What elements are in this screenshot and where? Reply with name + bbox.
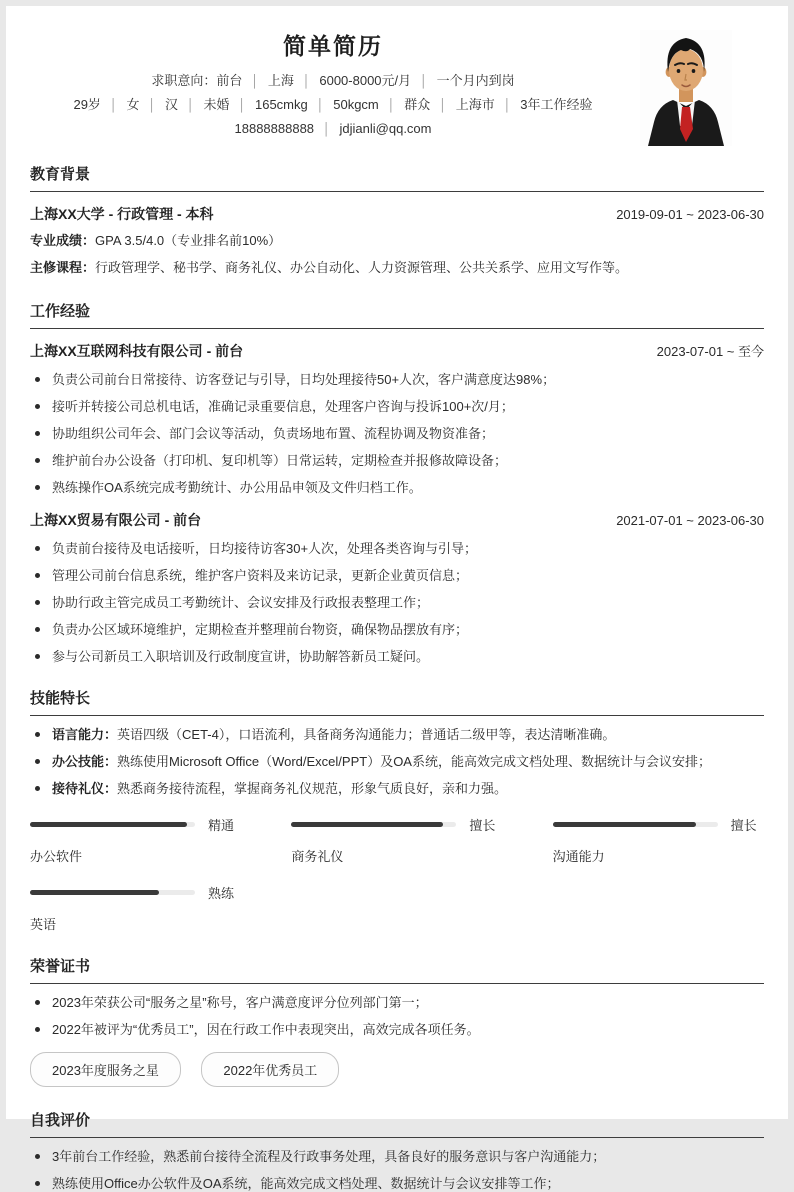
separator: │	[148, 98, 156, 112]
skill-level-label: 擅长	[469, 818, 496, 833]
section-honors	[30, 955, 764, 1087]
availability: 一个月内到岗	[436, 73, 515, 88]
skill-name: 办公软件	[30, 849, 83, 864]
target-city: 上海	[267, 73, 294, 88]
skill-bars-grid	[30, 815, 764, 933]
courses-row	[30, 257, 764, 278]
honor-badges	[30, 1052, 764, 1087]
skill-text: 熟悉商务接待流程，掌握商务礼仪规范，形象气质良好，亲和力强。	[117, 781, 508, 796]
courses-value: 行政管理学、秘书学、商务礼仪、办公自动化、人力资源管理、公共关系学、应用文写作等。	[95, 260, 629, 275]
section-skills	[30, 687, 764, 933]
honors-list	[30, 994, 764, 1038]
skill-level-label: 熟练	[208, 886, 235, 901]
section-work-experience	[30, 300, 764, 665]
skill-bar-fill	[30, 890, 159, 895]
job-date-range: 2023-07-01 ~ 至今	[656, 344, 764, 359]
contact-line	[30, 117, 636, 141]
skill-name: 英语	[30, 917, 57, 932]
expected-salary: 6000-8000元/月	[319, 73, 412, 88]
skill-bar-track	[291, 822, 456, 827]
job-date-range: 2021-07-01 ~ 2023-06-30	[616, 513, 764, 528]
profile-photo	[640, 30, 732, 146]
skill-bar-english	[30, 883, 241, 933]
skills-list	[30, 726, 764, 797]
job-duty: 负责公司前台日常接待、访客登记与引导，日均处理接待50+人次，客户满意度达98%；	[30, 371, 764, 388]
phone-number: 18888888888	[234, 121, 315, 136]
section-title-work: 工作经验	[30, 300, 764, 329]
political-status: 群众	[404, 97, 431, 112]
skill-label: 接待礼仪：	[52, 781, 118, 796]
skill-bar-office-software	[30, 815, 241, 865]
job-duty: 维护前台办公设备（打印机、复印机等）日常运转，定期检查并报修故障设备；	[30, 452, 764, 469]
skill-item	[30, 780, 764, 797]
separator: │	[302, 74, 311, 88]
section-title-honors: 荣誉证书	[30, 955, 764, 984]
section-title-skills: 技能特长	[30, 687, 764, 716]
job-duty: 管理公司前台信息系统，维护客户资料及来访记录，更新企业黄页信息；	[30, 567, 764, 584]
resume-title: 简单简历	[283, 33, 383, 59]
skill-item	[30, 726, 764, 743]
separator: │	[323, 122, 331, 136]
job-duty: 参与公司新员工入职培训及行政制度宣讲，协助解答新员工疑问。	[30, 648, 764, 665]
school-name: 上海XX大学 - 行政管理 - 本科	[30, 206, 214, 222]
job-duty: 协助行政主管完成员工考勤统计、会议安排及行政报表整理工作；	[30, 594, 764, 611]
skill-name: 商务礼仪	[291, 849, 344, 864]
honor-item: 2022年被评为“优秀员工”，因在行政工作中表现突出，高效完成各项任务。	[30, 1021, 764, 1038]
separator: │	[238, 98, 246, 112]
skill-label: 语言能力：	[52, 727, 118, 742]
resume-page	[6, 6, 788, 1191]
job-entry	[30, 341, 764, 361]
job-duties-list	[30, 371, 764, 496]
ethnicity: 汉	[164, 97, 178, 112]
skill-bar-business-etiquette	[291, 815, 502, 865]
self-evaluation-item: 3年前台工作经验，熟悉前台接待全流程及行政事务处理，具备良好的服务意识与客户沟通能力；	[30, 1148, 764, 1165]
honor-badge: 2023年度服务之星	[30, 1052, 181, 1087]
company-name: 上海XX贸易有限公司 - 前台	[30, 512, 202, 528]
job-entry	[30, 510, 764, 530]
job-duty: 接听并转接公司总机电话，准确记录重要信息，处理客户咨询与投诉100+次/月；	[30, 398, 764, 415]
job-intention: 求职意向：前台	[151, 73, 243, 88]
education-date-range: 2019-09-01 ~ 2023-06-30	[616, 207, 764, 222]
skill-bar-fill	[553, 822, 697, 827]
separator: │	[109, 98, 118, 112]
separator: │	[420, 74, 428, 88]
skill-level-label: 精通	[208, 818, 235, 833]
job-duty: 熟练操作OA系统完成考勤统计、办公用品申领及文件归档工作。	[30, 479, 764, 496]
job-duty: 负责办公区域环境维护，定期检查并整理前台物资，确保物品摆放有序；	[30, 621, 764, 638]
company-name: 上海XX互联网科技有限公司 - 前台	[30, 343, 244, 359]
job-duty: 负责前台接待及电话接听，日均接待访客30+人次，处理各类咨询与引导；	[30, 540, 764, 557]
skill-bar-track	[30, 890, 195, 895]
skill-bar-row	[30, 883, 241, 902]
skill-bar-row	[30, 815, 241, 834]
separator: │	[387, 98, 396, 112]
resume-header	[30, 28, 764, 141]
gender: 女	[126, 97, 140, 112]
current-city: 上海市	[455, 97, 495, 112]
experience-years: 3年工作经验	[520, 97, 593, 112]
skill-bar-fill	[291, 822, 443, 827]
height: 165cmkg	[254, 97, 308, 112]
separator: │	[316, 98, 325, 112]
skill-text: 熟练使用Microsoft Office（Word/Excel/PPT）及OA系统，能高效完成文档处理、数据统计与会议安排；	[117, 754, 711, 769]
section-title-education: 教育背景	[30, 163, 764, 192]
age: 29岁	[73, 97, 101, 112]
self-evaluation-list	[30, 1148, 764, 1192]
honor-item: 2023年荣获公司“服务之星”称号，客户满意度评分位列部门第一；	[30, 994, 764, 1011]
intention-line	[30, 69, 636, 93]
skill-bar-track	[30, 822, 195, 827]
courses-label: 主修课程：	[30, 260, 96, 275]
section-title-self-evaluation: 自我评价	[30, 1109, 764, 1138]
job-duties-list	[30, 540, 764, 665]
skill-bar-track	[553, 822, 718, 827]
gpa-row	[30, 230, 764, 251]
skill-bar-communication	[553, 815, 764, 865]
weight: 50kgcm	[333, 97, 379, 112]
skill-name: 沟通能力	[552, 849, 605, 864]
education-entry	[30, 204, 764, 224]
skill-text: 英语四级（CET-4），口语流利，具备商务沟通能力；普通话二级甲等，表达清晰准确。	[117, 727, 616, 742]
skill-label: 办公技能：	[52, 754, 118, 769]
marital-status: 未婚	[203, 97, 230, 112]
honor-badge: 2022年优秀员工	[201, 1052, 339, 1087]
email-address: jdjianli@qq.com	[339, 121, 432, 136]
job-duty: 协助组织公司年会、部门会议等活动，负责场地布置、流程协调及物资准备；	[30, 425, 764, 442]
section-education	[30, 163, 764, 278]
separator: │	[251, 74, 259, 88]
self-evaluation-item: 熟练使用Office办公软件及OA系统，能高效完成文档处理、数据统计与会议安排等工作；	[30, 1175, 764, 1192]
skill-item	[30, 753, 764, 770]
gpa-value: GPA 3.5/4.0（专业排名前10%）	[95, 233, 282, 248]
separator: │	[439, 98, 447, 112]
skill-bar-row	[291, 815, 502, 834]
gpa-label: 专业成绩：	[30, 233, 96, 248]
separator: │	[186, 98, 195, 112]
avatar-illustration	[640, 30, 732, 146]
header-text-block	[30, 28, 636, 141]
separator: │	[503, 98, 512, 112]
profile-line	[30, 93, 636, 117]
skill-bar-fill	[30, 822, 187, 827]
skill-level-label: 擅长	[730, 818, 757, 833]
section-self-evaluation	[30, 1109, 764, 1192]
skill-bar-row	[553, 815, 764, 834]
